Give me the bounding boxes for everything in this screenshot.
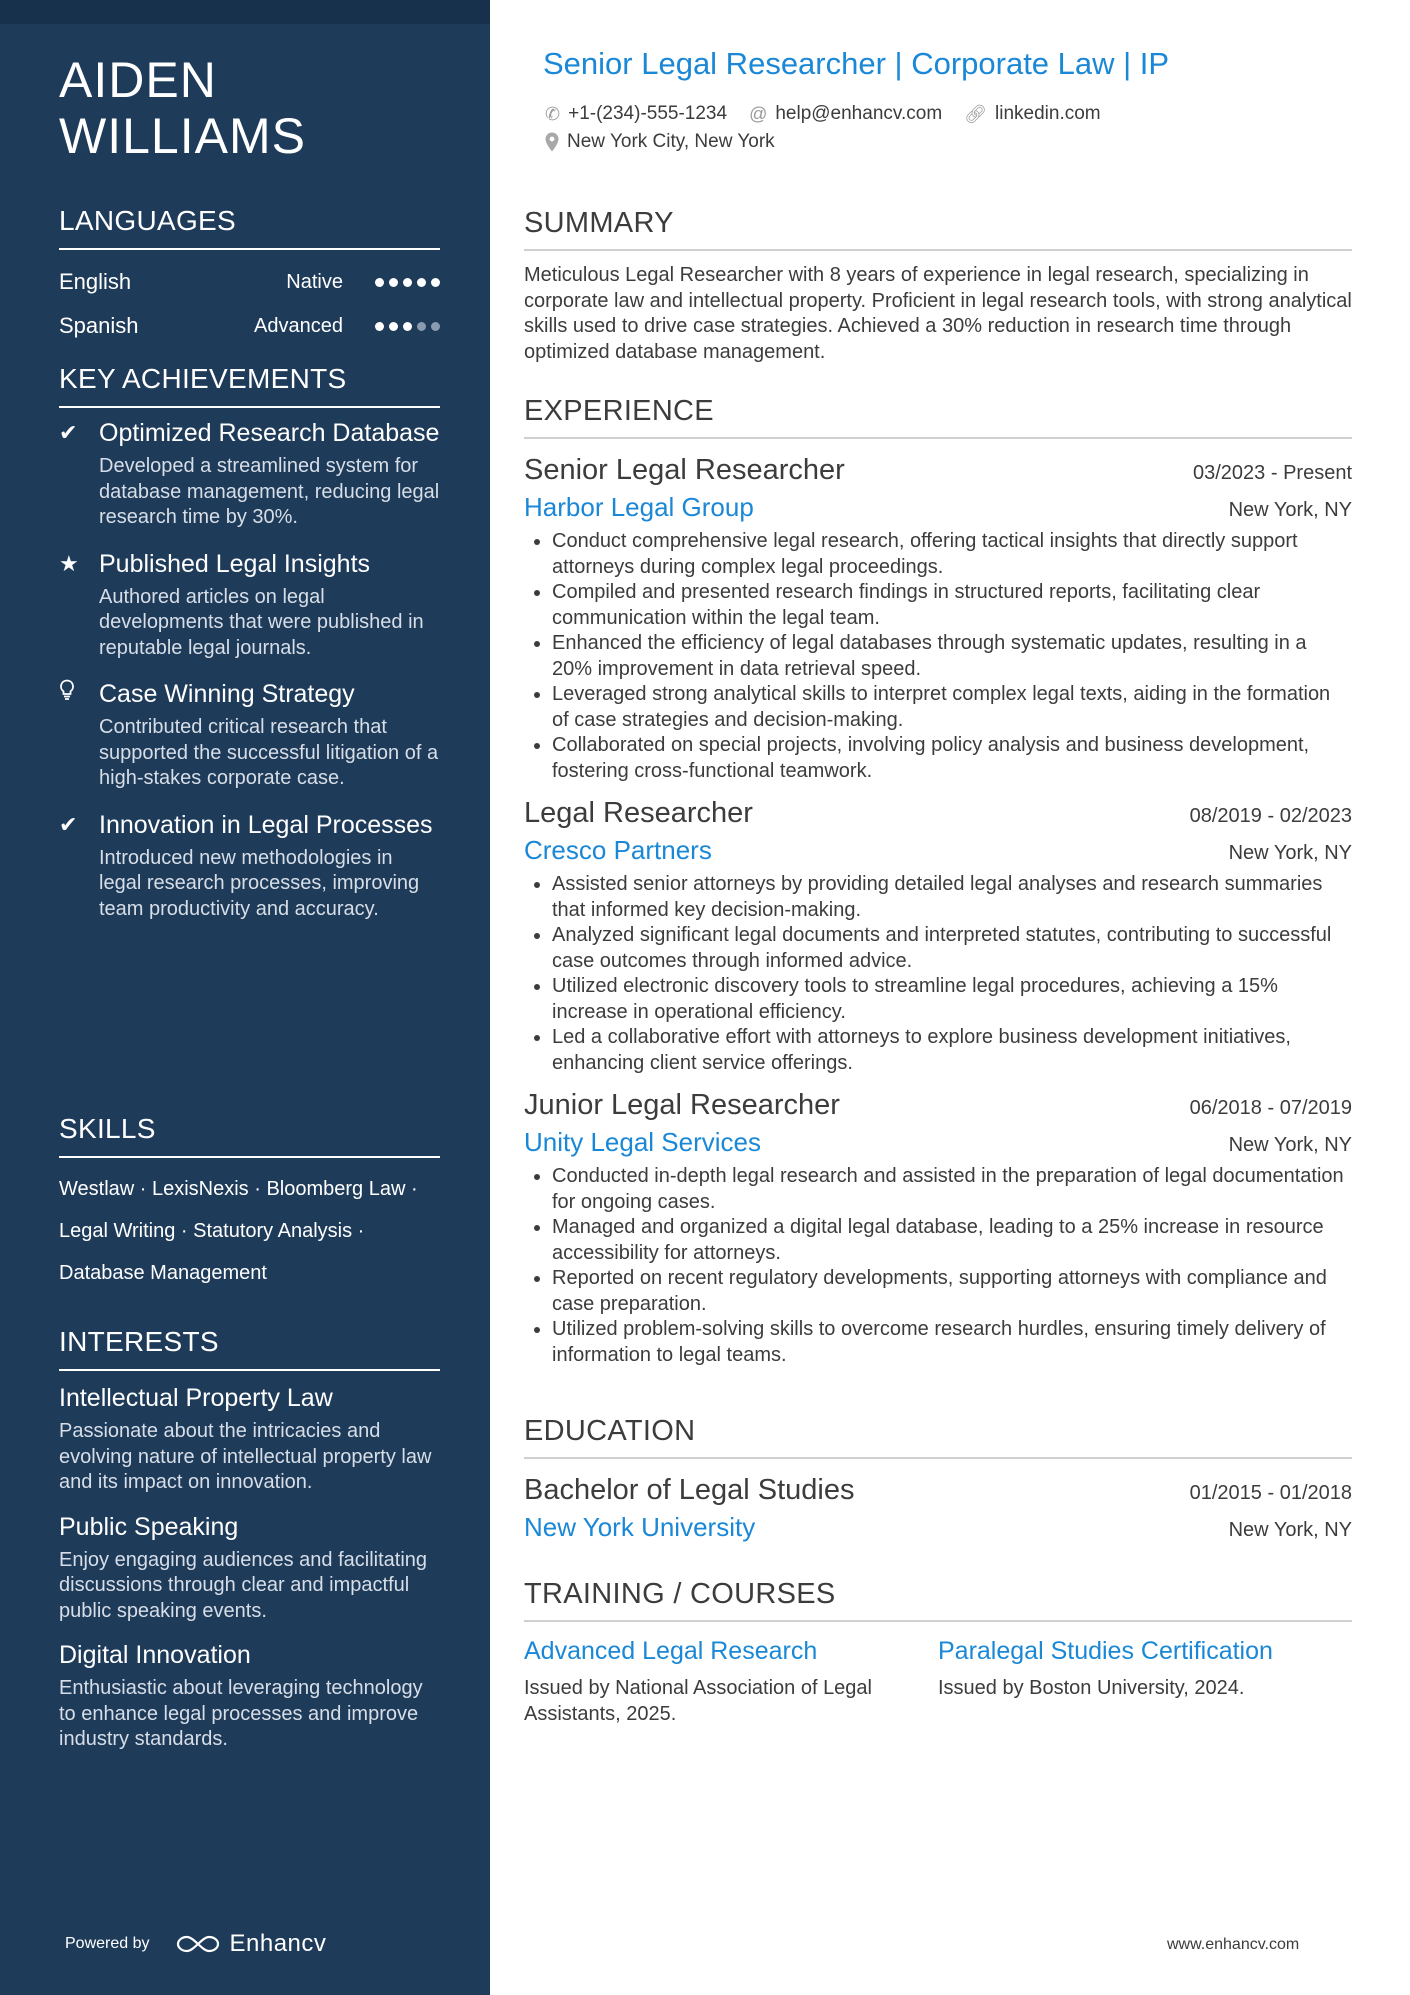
contact-row: [545, 100, 1101, 128]
job-company-row: [524, 832, 1352, 868]
experience-title: EXPERIENCE: [524, 394, 1352, 439]
at-icon: @: [749, 103, 768, 124]
email-text: help@enhancv.com: [775, 103, 943, 124]
lightbulb-icon: [59, 679, 99, 792]
achievement-desc: Introduced new methodologies in legal research processes, improving team productivity and accuracy.: [99, 846, 420, 920]
footer-url[interactable]: www.enhancv.com: [1167, 1936, 1300, 1953]
job-bullet: • Utilized electronic discovery tools to streamline legal procedures, achieving a 15% increase in operational efficiency.: [552, 974, 1352, 1025]
rating-dot: [417, 278, 426, 287]
contact-row: [545, 128, 1101, 156]
language-row: [59, 260, 440, 304]
skills-section: [59, 1112, 440, 1294]
education-header: [524, 1471, 1352, 1509]
job-header: [524, 794, 1352, 832]
powered-by: [65, 1930, 326, 1958]
job-bullets: [524, 872, 1352, 1076]
rating-dot: [431, 278, 440, 287]
job-bullet: • Conduct comprehensive legal research, offering tactical insights that directly support attorneys during complex legal proceedings.: [552, 529, 1352, 580]
contact-website[interactable]: [964, 103, 1100, 125]
languages-section: [59, 204, 440, 348]
language-name: English: [59, 269, 132, 294]
education-section: [524, 1414, 1352, 1545]
rating-dot: [431, 322, 440, 331]
language-level: Native: [286, 270, 343, 293]
interest-title: Intellectual Property Law: [59, 1384, 333, 1412]
interest-desc: Enthusiastic about leveraging technology to enhance legal processes and improve industry standards.: [59, 1677, 423, 1750]
experience-section: [524, 394, 1352, 1378]
powered-by-label: Powered by: [65, 1935, 150, 1952]
lightbulb-svg: [59, 679, 75, 701]
course-desc: Issued by National Association of Legal Assistants, 2025.: [524, 1677, 872, 1725]
summary-section: [524, 206, 1352, 365]
enhancv-logo-icon: [176, 1933, 220, 1955]
job-bullet: • Utilized problem-solving skills to overcome research hurdles, ensuring timely delivery of information to legal teams.: [552, 1317, 1352, 1368]
achievement-item: [59, 549, 440, 662]
enhancv-brand: Enhancv: [229, 1930, 327, 1957]
training-title: TRAINING / COURSES: [524, 1577, 1352, 1622]
job-location: New York, NY: [1228, 499, 1352, 521]
sidebar: [0, 0, 490, 1995]
job-bullet: • Managed and organized a digital legal database, leading to a 25% increase in resource accessibility for attorneys.: [552, 1215, 1352, 1266]
check-icon: ✔: [59, 811, 78, 837]
interests-section: [59, 1325, 440, 1767]
job-company[interactable]: Harbor Legal Group: [524, 492, 754, 522]
interest-title: Digital Innovation: [59, 1641, 251, 1669]
achievements-title: KEY ACHIEVEMENTS: [59, 362, 440, 408]
achievement-title: Case Winning Strategy: [99, 680, 355, 708]
education-dates: 01/2015 - 01/2018: [1189, 1482, 1352, 1504]
achievement-title: Innovation in Legal Processes: [99, 810, 433, 839]
job-dates: 08/2019 - 02/2023: [1189, 805, 1352, 827]
language-rating: [375, 278, 440, 287]
job-bullet: • Led a collaborative effort with attorneys to explore business development initiatives, enhancing client service offerings.: [552, 1025, 1352, 1076]
job-location: New York, NY: [1228, 1134, 1352, 1156]
achievement-item: [59, 418, 440, 531]
interest-item: [59, 1381, 440, 1496]
rating-dot: [375, 278, 384, 287]
contact-phone[interactable]: [545, 103, 727, 125]
candidate-name: [59, 52, 306, 164]
job-entry: [524, 1086, 1352, 1368]
phone-text: +1-(234)-555-1234: [568, 103, 728, 124]
skills-line: Westlaw · LexisNexis · Bloomberg Law ·: [59, 1178, 418, 1200]
job-company[interactable]: Cresco Partners: [524, 835, 712, 865]
language-name: Spanish: [59, 313, 139, 338]
interest-desc: Passionate about the intricacies and evolving nature of intellectual property law and its impact on innovation.: [59, 1420, 432, 1493]
achievement-title: Optimized Research Database: [99, 419, 440, 447]
training-section: [524, 1577, 1352, 1727]
skills-line: Legal Writing · Statutory Analysis ·: [59, 1220, 365, 1242]
education-degree: Bachelor of Legal Studies: [524, 1474, 855, 1506]
summary-text: Meticulous Legal Researcher with 8 years of experience in legal research, specializing in corporate law and intellectual property. Proficient in legal research tools, with strong analytical skills used to drive case strategies. Achieved a 30% reduction in research time through optimized database management.: [524, 264, 1352, 363]
job-title: Legal Researcher: [524, 797, 753, 829]
education-title: EDUCATION: [524, 1414, 1352, 1459]
course-title[interactable]: Advanced Legal Research: [524, 1637, 818, 1665]
job-company-row: [524, 1124, 1352, 1160]
achievement-desc: Contributed critical research that supported the successful litigation of a high-stakes corporate case.: [99, 716, 439, 789]
course-list: [524, 1634, 1352, 1727]
website-text: linkedin.com: [995, 103, 1101, 124]
link-icon: 🔗︎: [964, 103, 988, 124]
rating-dot: [389, 278, 398, 287]
contact-email[interactable]: [749, 103, 942, 125]
languages-title: LANGUAGES: [59, 204, 440, 250]
contact-location: [545, 131, 775, 153]
job-location: New York, NY: [1228, 842, 1352, 864]
job-bullet: • Compiled and presented research findings in structured reports, facilitating clear communication within the legal team.: [552, 580, 1352, 631]
education-location: New York, NY: [1228, 1519, 1352, 1541]
job-bullet: • Assisted senior attorneys by providing detailed legal analyses and research summaries that informed key decision-making.: [552, 872, 1352, 923]
interest-item: [59, 1638, 440, 1753]
language-rating: [375, 322, 440, 331]
education-school-row: [524, 1509, 1352, 1545]
rating-dot: [403, 322, 412, 331]
job-dates: 03/2023 - Present: [1193, 462, 1352, 484]
job-bullet: • Leveraged strong analytical skills to interpret complex legal texts, aiding in the formation of case strategies and decision-making.: [552, 682, 1352, 733]
job-bullet: • Collaborated on special projects, involving policy analysis and business development, fostering cross-functional teamwork.: [552, 733, 1352, 784]
phone-icon: ✆: [545, 103, 561, 124]
job-entry: [524, 794, 1352, 1076]
achievement-title: Published Legal Insights: [99, 549, 371, 578]
language-level: Advanced: [254, 314, 343, 337]
achievement-desc: Developed a streamlined system for database management, reducing legal research time by 30%.: [99, 455, 440, 528]
job-bullets: [524, 1164, 1352, 1368]
rating-dot: [417, 322, 426, 331]
check-icon: ✔: [59, 420, 78, 445]
skills-line: Database Management: [59, 1262, 267, 1284]
interest-title: Public Speaking: [59, 1512, 239, 1541]
enhancv-logo[interactable]: [176, 1930, 327, 1958]
job-header: [524, 1086, 1352, 1124]
job-title: Senior Legal Researcher: [524, 454, 845, 486]
interest-desc: Enjoy engaging audiences and facilitating discussions through clear and impactful public speaking events.: [59, 1548, 428, 1622]
skills-title: SKILLS: [59, 1112, 440, 1158]
summary-title: SUMMARY: [524, 206, 1352, 251]
star-icon: ★: [59, 550, 79, 576]
location-pin-icon: [545, 132, 559, 152]
course-title[interactable]: Paralegal Studies Certification: [938, 1637, 1273, 1665]
rating-dot: [389, 322, 398, 331]
job-bullets: [524, 529, 1352, 784]
contact-info: [545, 100, 1101, 156]
rating-dot: [375, 322, 384, 331]
language-row: [59, 304, 440, 348]
name-first: AIDEN: [59, 52, 217, 108]
job-bullet: • Conducted in-depth legal research and assisted in the preparation of legal documentation for ongoing cases.: [552, 1164, 1352, 1215]
job-dates: 06/2018 - 07/2019: [1189, 1097, 1352, 1119]
job-bullet: • Analyzed significant legal documents and interpreted statutes, contributing to successful case outcomes through informed advice.: [552, 923, 1352, 974]
job-header: [524, 451, 1352, 489]
course-item: [938, 1634, 1352, 1727]
location-text: New York City, New York: [567, 131, 775, 152]
sidebar-top-bar: [0, 0, 490, 24]
job-bullet: • Reported on recent regulatory developments, supporting attorneys with compliance and case preparation.: [552, 1266, 1352, 1317]
achievement-desc: Authored articles on legal developments that were published in reputable legal journals.: [99, 585, 424, 659]
job-title: Junior Legal Researcher: [524, 1089, 840, 1121]
course-item: [524, 1634, 938, 1727]
rating-dot: [403, 278, 412, 287]
job-company-row: [524, 489, 1352, 525]
job-company[interactable]: Unity Legal Services: [524, 1127, 761, 1157]
course-desc: Issued by Boston University, 2024.: [938, 1677, 1245, 1699]
job-entry: [524, 451, 1352, 784]
name-last: WILLIAMS: [59, 108, 306, 164]
interest-item: [59, 1510, 440, 1625]
headline: Senior Legal Researcher | Corporate Law | IP: [543, 46, 1170, 81]
job-bullet: • Enhanced the efficiency of legal databases through systematic updates, resulting in a 20% improvement in data retrieval speed.: [552, 631, 1352, 682]
achievements-section: [59, 362, 440, 940]
achievement-item: [59, 679, 440, 792]
achievement-item: [59, 810, 440, 923]
education-school[interactable]: New York University: [524, 1512, 756, 1542]
interests-title: INTERESTS: [59, 1325, 440, 1371]
